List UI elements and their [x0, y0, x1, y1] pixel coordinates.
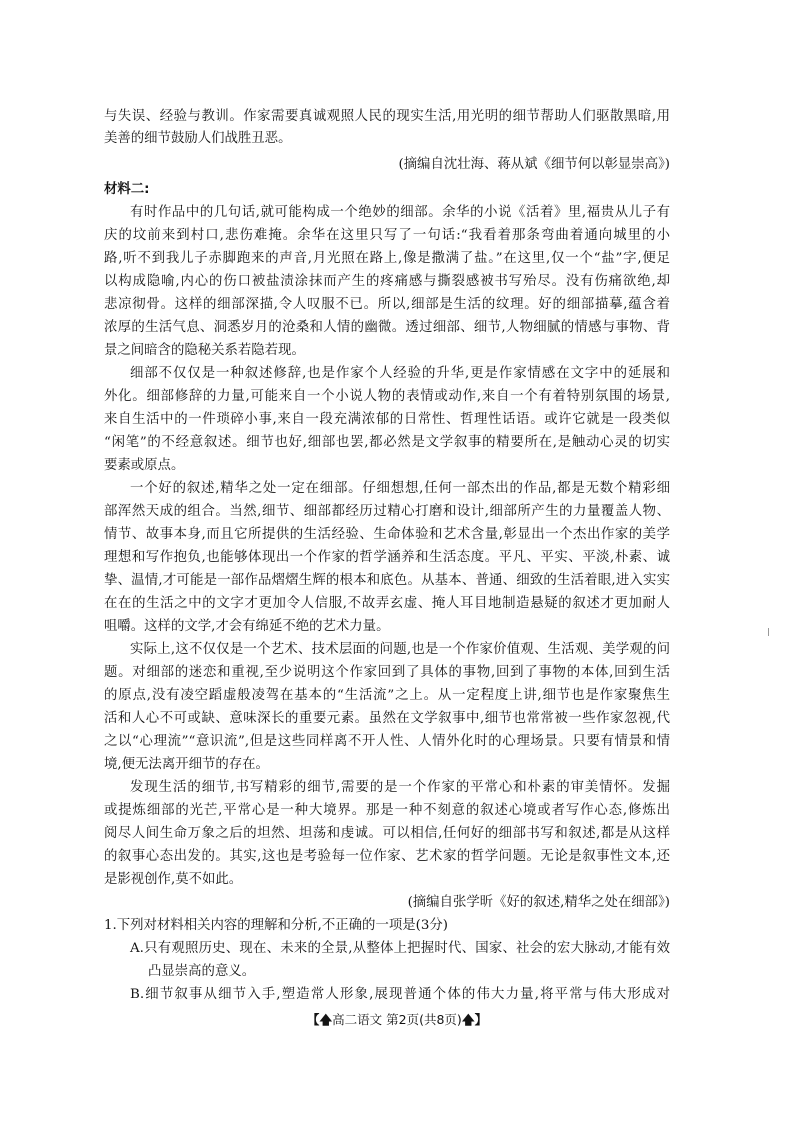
section-heading: 材料二:: [104, 182, 150, 197]
text-line: 的原点,没有凌空蹈虚般凌驾在基本的“生活流”之上。从一定程度上讲,细节也是作家聚焦生: [104, 688, 670, 703]
text-line: 阅尽人间生命万象之后的坦然、坦荡和虔诚。可以相信,任何好的细部书写和叙述,都是从这样: [104, 826, 670, 841]
text-line: 景之间暗含的隐秘关系若隐若现。: [104, 343, 305, 358]
text-line: 题。对细部的迷恋和重视,至少说明这个作家回到了具体的事物,回到了事物的本体,回到生活: [104, 665, 670, 680]
text-line: 咀嚼。这样的文学,才会有绵延不绝的艺术力量。: [104, 619, 390, 634]
text-line: 是影视创作,莫不如此。: [104, 872, 243, 887]
text-line: 发现生活的细节,书写精彩的细节,需要的是一个作家的平常心和朴素的审美情怀。发掘: [130, 780, 670, 795]
option-b: B.细节叙事从细节入手,塑造常人形象,展现普通个体的伟大力量,将平常与伟大形成对: [130, 987, 670, 1002]
option-a-continued: 凸显崇高的意义。: [148, 964, 256, 979]
text-line: 要素或原点。: [104, 458, 185, 473]
text-line: 境,便无法离开细节的存在。: [104, 757, 269, 772]
text-line: 活和人心不可或缺、意味深长的重要元素。虽然在文学叙事中,细节也常常被一些作家忽视,代: [104, 711, 670, 726]
question-stem: 1.下列对材料相关内容的理解和分析,不正确的一项是(3分): [104, 918, 448, 933]
text-line: 悲凉彻骨。这样的细部深描,令人叹服不已。所以,细部是生活的纹理。好的细部描摹,蕴含着: [104, 297, 670, 312]
text-line: 一个好的叙述,精华之处一定在细部。仔细想想,任何一部杰出的作品,都是无数个精彩细: [130, 481, 670, 496]
text-line: 部浑然天成的组合。当然,细节、细部都经历过精心打磨和设计,细部所产生的力量覆盖人物、: [104, 504, 670, 519]
option-a: A.只有观照历史、现在、未来的全景,从整体上把握时代、国家、社会的宏大脉动,才能有效: [130, 941, 670, 956]
text-line: 浓厚的生活气息、洞悉岁月的沧桑和人情的幽微。透过细部、细节,人物细腻的情感与事物、背: [104, 320, 670, 335]
text-line: 在在的生活之中的文字才更加令人信服,不故弄玄虚、掩人耳目地制造悬疑的叙述才更加耐人: [104, 596, 670, 611]
page-footer: [0, 1010, 794, 1032]
text-line: 理想和写作抱负,也能够体现出一个作家的哲学涵养和生活态度。平凡、平实、平淡,朴素、诚: [104, 550, 670, 565]
source-citation: (摘编自沈壮海、蒋从斌《细节何以彰显崇高》): [398, 157, 670, 172]
text-line: 实际上,这不仅仅是一个艺术、技术层面的问题,也是一个作家价值观、生活观、美学观的问: [130, 642, 670, 657]
text-line: 细部不仅仅是一种叙述修辞,也是作家个人经验的升华,更是作家情感在文字中的延展和: [130, 366, 670, 381]
up-arrow-icon: 【🡅: [306, 1012, 333, 1027]
text-line: 与失误、经验与教训。作家需要真诚观照人民的现实生活,用光明的细节帮助人们驱散黑暗,用: [104, 109, 670, 124]
source-citation: (摘编自张学昕《好的叙述,精华之处在细部》): [407, 895, 670, 910]
text-line: 外化。细部修辞的力量,可能来自一个小说人物的表情或动作,来自一个有着特别氛围的场景,: [104, 389, 670, 404]
text-line: 来自生活中的一件琐碎小事,来自一段充满浓郁的日常性、哲理性话语。或许它就是一段类似: [104, 412, 670, 427]
text-line: 或提炼细部的光芒,平常心是一种大境界。那是一种不刻意的叙述心境或者写作心态,修炼出: [104, 803, 670, 818]
text-line: 路,听不到我儿子赤脚跑来的声音,月光照在路上,像是撒满了盐。”在这里,仅一个“盐”字,便足: [104, 251, 670, 266]
text-line: 挚、温情,才可能是一部作品熠熠生辉的根本和底色。从基本、普通、细致的生活着眼,进入实实: [104, 573, 670, 588]
text-line: 庆的坟前来到村口,悲伤难掩。余华在这里只写了一句话:“我看着那条弯曲着通向城里的小: [104, 228, 670, 243]
up-arrow-icon: 🡅】: [461, 1012, 488, 1027]
footer-text: 高二语文 第2页(共8页): [332, 1012, 462, 1027]
text-line: 的叙事心态出发的。其实,这也是考验每一位作家、艺术家的哲学问题。无论是叙事性文本,还: [104, 849, 670, 864]
text-line: 美善的细节鼓励人们战胜丑恶。: [104, 131, 292, 146]
text-line: 之以“心理流”“意识流”,但是这些同样离不开人性、人情外化时的心理场景。只要有情景和情: [104, 734, 670, 749]
text-line: 有时作品中的几句话,就可能构成一个绝妙的细部。余华的小说《活着》里,福贵从儿子有: [130, 205, 670, 220]
margin-mark: [768, 628, 769, 636]
text-line: “闲笔”的不经意叙述。细节也好,细部也罢,都必然是文学叙事的精要所在,是触动心灵的切实: [104, 435, 670, 450]
text-line: 以构成隐喻,内心的伤口被盐渍涂抹而产生的疼痛感与撕裂感被书写殆尽。没有伤痛欲绝,却: [104, 274, 670, 289]
text-line: 情节、故事本身,而且它所提供的生活经验、生命体验和艺术含量,彰显出一个杰出作家的美学: [104, 527, 670, 542]
